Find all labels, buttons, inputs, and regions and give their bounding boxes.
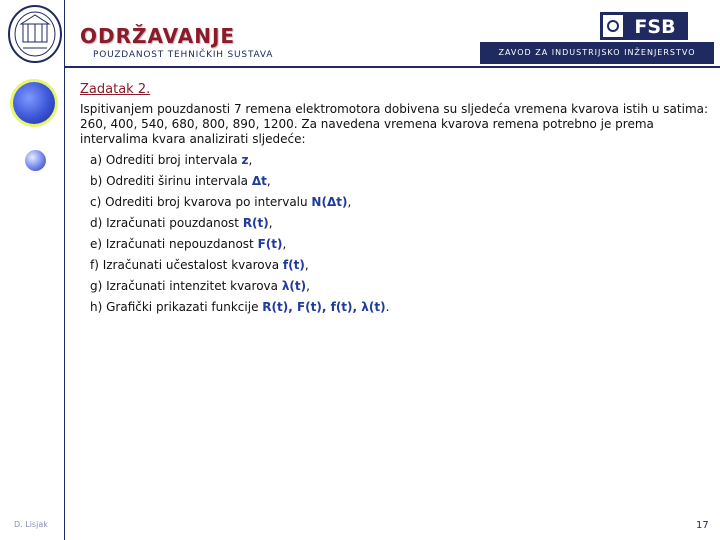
task-title: Zadatak 2. <box>80 82 151 97</box>
list-item: h) Grafički prikazati funkcije R(t), F(t), f(t), λ(t). <box>90 300 390 314</box>
list-item: c) Odrediti broj kvarova po intervalu N(Δt), <box>90 195 352 209</box>
blue-sphere-large-icon <box>13 82 55 124</box>
page-subtitle: POUZDANOST TEHNIČKIH SUSTAVA <box>93 50 274 60</box>
header-divider <box>65 66 720 68</box>
list-item: g) Izračunati intenzitet kvarova λ(t), <box>90 279 310 293</box>
fsb-logo <box>600 12 688 40</box>
author-label: D. Lisjak <box>14 520 48 529</box>
blue-sphere-small-icon <box>25 150 46 171</box>
page-number: 17 <box>696 520 709 531</box>
list-item: b) Odrediti širinu intervala Δt, <box>90 174 271 188</box>
department-banner: ZAVOD ZA INDUSTRIJSKO INŽENJERSTVO <box>480 42 714 64</box>
fsb-logo-text: FSB <box>634 16 676 38</box>
page-title: ODRŽAVANJE <box>80 24 236 48</box>
university-seal-icon <box>7 4 63 64</box>
list-item: d) Izračunati pouzdanost R(t), <box>90 216 273 230</box>
list-item: a) Odrediti broj intervala z, <box>90 153 253 167</box>
task-content <box>80 82 710 321</box>
task-intro: Ispitivanjem pouzdanosti 7 remena elektromotora dobivena su sljedeća vremena kvarova istih u satima: 260, 400, 540, 680, 800, 890, 1200. Za navedena vremena kvarova remena potrebno je prema intervalima kvara analizirati sljedeće: <box>80 102 709 146</box>
sidebar <box>0 0 65 540</box>
list-item: f) Izračunati učestalost kvarova f(t), <box>90 258 309 272</box>
task-items <box>80 153 710 314</box>
list-item: e) Izračunati nepouzdanost F(t), <box>90 237 287 251</box>
